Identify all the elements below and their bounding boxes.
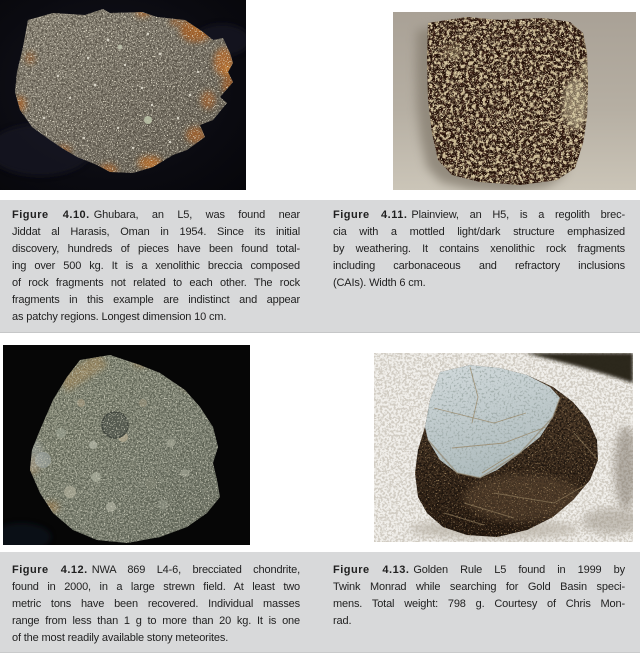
caption-line: fragments in this example are indistinct and appear <box>12 294 300 306</box>
caption-line: range from less than 1 g to more than 20 kg. It is one <box>12 615 300 627</box>
plainview-photo-svg <box>393 12 636 190</box>
caption-line: ing over 500 kg. It is a xenolithic breccia composed <box>12 260 300 272</box>
caption-line: cia with a mottled light/dark structure emphasized <box>333 226 625 238</box>
caption-line: discovery, hundreds of pieces have been found total- <box>12 243 300 255</box>
figure-label: Figure 4.12. <box>12 564 88 576</box>
caption-line: rad. <box>333 615 352 627</box>
caption-line: as patchy regions. Longest dimension 10 cm. <box>12 311 227 323</box>
figure-4-13-photo <box>374 353 633 542</box>
caption-line <box>12 207 300 224</box>
caption-band-top <box>0 200 640 333</box>
caption-line <box>12 562 300 579</box>
figure-label: Figure 4.11. <box>333 209 408 221</box>
figure-4-10-photo <box>0 0 246 190</box>
ghubara-photo-svg <box>0 0 246 190</box>
caption-line: by weathering. It contains xenolithic rock fragments <box>333 243 625 255</box>
caption-line: Jiddat al Harasis, Oman in 1954. Since its initial <box>12 226 300 238</box>
figure-4-12-photo <box>3 345 250 545</box>
caption-line: found in 2000, in a large strewn field. At least two <box>12 581 300 593</box>
figure-4-12-caption <box>12 562 300 647</box>
caption-line: metric tons have been recovered. Individual masses <box>12 598 300 610</box>
caption-line: including carbonaceous and refractory inclusions <box>333 260 625 272</box>
figure-4-13-caption <box>333 562 625 630</box>
caption-text: Golden Rule L5 found in 1999 by <box>413 564 625 576</box>
figure-4-11-caption <box>333 207 625 292</box>
caption-text: Ghubara, an L5, was found near <box>93 209 300 221</box>
caption-line: (CAIs). Width 6 cm. <box>333 277 426 289</box>
caption-band-bottom <box>0 552 640 653</box>
caption-line <box>333 207 625 224</box>
nwa869-photo-svg <box>3 345 250 545</box>
green-clast <box>144 116 152 124</box>
caption-text: NWA 869 L4-6, brecciated chondrite, <box>91 564 300 576</box>
caption-line <box>333 562 625 579</box>
figure-label: Figure 4.13. <box>333 564 410 576</box>
figure-4-11-photo <box>393 12 636 190</box>
golden-rule-photo-svg <box>374 353 633 542</box>
figure-4-10-caption <box>12 207 300 326</box>
caption-line: Twink Monrad while searching for Gold Basin speci- <box>333 581 625 593</box>
caption-line: mens. Total weight: 798 g. Courtesy of Chris Mon- <box>333 598 625 610</box>
figure-label: Figure 4.10. <box>12 209 90 221</box>
caption-text: Plainview, an H5, is a regolith brec- <box>411 209 625 221</box>
caption-line: of the most readily available stony meteorites. <box>12 632 229 644</box>
caption-line: of rock fragments not related to each other. The rock <box>12 277 300 289</box>
